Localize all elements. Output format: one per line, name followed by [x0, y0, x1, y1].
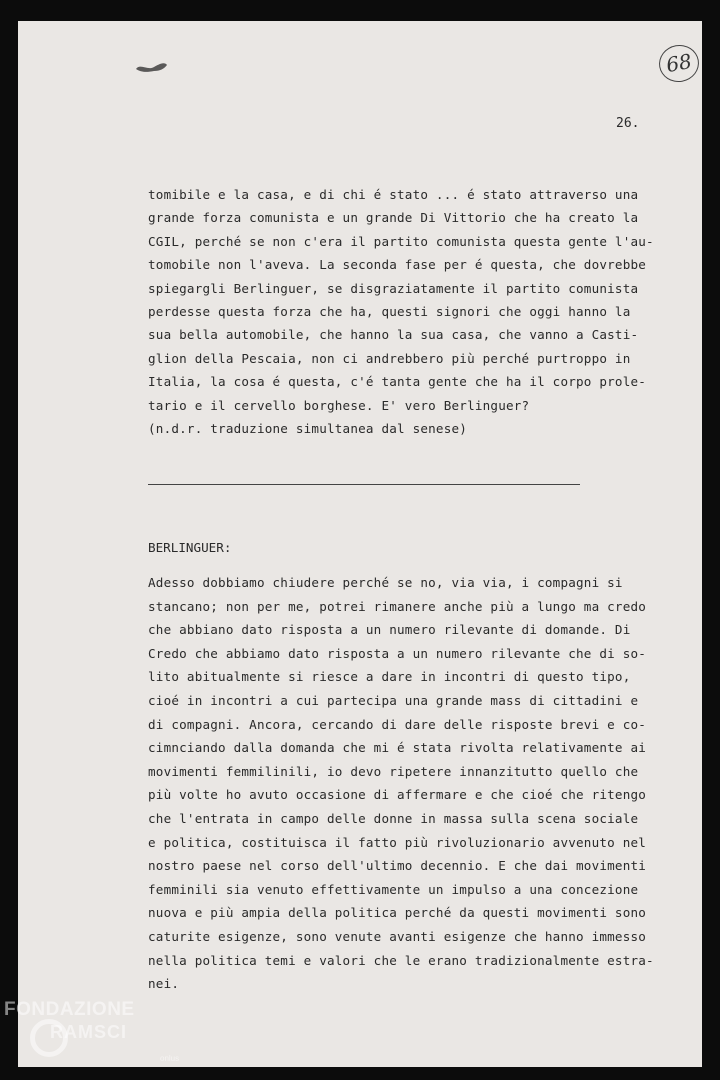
- text-line: che abbiano dato risposta a un numero rilevante di domande. Di: [148, 622, 631, 638]
- text-line: femminili sia venuto effettivamente un impulso a una concezione: [148, 881, 639, 897]
- text-line: spiegargli Berlinguer, se disgraziatamente il partito comunista: [148, 280, 639, 296]
- text-line: CGIL, perché se non c'era il partito comunista questa gente l'au-: [148, 233, 654, 249]
- document-page: [18, 21, 702, 1067]
- text-line: stancano; non per me, potrei rimanere anche più a lungo ma credo: [148, 598, 647, 614]
- text-line: di compagni. Ancora, cercando di dare delle risposte brevi e co-: [148, 716, 647, 732]
- separator-line: [148, 484, 580, 485]
- text-line: (n.d.r. traduzione simultanea dal senese): [148, 420, 468, 436]
- text-line: movimenti femmilinili, io devo ripetere innanzitutto quello che: [148, 763, 639, 779]
- watermark-sub: onlus: [160, 1054, 180, 1063]
- text-line: che l'entrata in campo delle donne in massa sulla scena sociale: [148, 810, 639, 826]
- watermark-line2: RAMSCI: [50, 1022, 127, 1042]
- text-line: tario e il cervello borghese. E' vero Berlinguer?: [148, 397, 530, 413]
- text-line: glion della Pescaia, non ci andrebbero più perché purtroppo in: [148, 350, 631, 366]
- speaker-label: BERLINGUER:: [148, 540, 232, 555]
- page-number: 26.: [616, 116, 640, 131]
- text-line: e politica, costituisca il fatto più rivoluzionario avvenuto nel: [148, 834, 647, 850]
- watermark-line1: FONDAZIONE: [4, 999, 135, 1020]
- text-line: perdesse questa forza che ha, questi signori che oggi hanno la: [148, 303, 631, 319]
- text-line: grande forza comunista e un grande Di Vittorio che ha creato la: [148, 210, 639, 226]
- ink-smudge: [134, 59, 170, 77]
- paragraph-continuation: [148, 183, 693, 440]
- text-line: nostro paese nel corso dell'ultimo decennio. E che dai movimenti: [148, 858, 647, 874]
- text-line: lito abitualmente si riesce a dare in incontri di questo tipo,: [148, 669, 631, 685]
- text-line: cioé in incontri a cui partecipa una grande mass di cittadini e: [148, 692, 639, 708]
- text-line: nuova e più ampia della politica perché da questi movimenti sono: [148, 905, 647, 921]
- text-line: Credo che abbiamo dato risposta a un numero rilevante che di so-: [148, 645, 647, 661]
- text-line: Adesso dobbiamo chiudere perché se no, via via, i compagni si: [148, 575, 623, 590]
- text-line: tomibile e la casa, e di chi é stato ... é stato attraverso una: [148, 187, 639, 202]
- text-line: cimnciando dalla domanda che mi é stata rivolta relativamente ai: [148, 740, 647, 756]
- text-line: più volte ho avuto occasione di affermare e che cioé che ritengo: [148, 787, 647, 803]
- text-line: sua bella automobile, che hanno la sua casa, che vanno a Casti-: [148, 327, 639, 343]
- text-line: caturite esigenze, sono venute avanti esigenze che hanno immesso: [148, 928, 647, 944]
- speaker-paragraph: [148, 571, 693, 996]
- archive-number-stamp: 68: [656, 42, 702, 85]
- text-line: nella politica temi e valori che le erano tradizionalmente estra-: [148, 952, 654, 968]
- fondazione-gramsci-watermark: [4, 999, 194, 1079]
- text-line: Italia, la cosa é questa, c'é tanta gente che ha il corpo prole-: [148, 374, 647, 390]
- text-line: tomobile non l'aveva. La seconda fase per é questa, che dovrebbe: [148, 257, 647, 273]
- text-line: nei.: [148, 976, 180, 992]
